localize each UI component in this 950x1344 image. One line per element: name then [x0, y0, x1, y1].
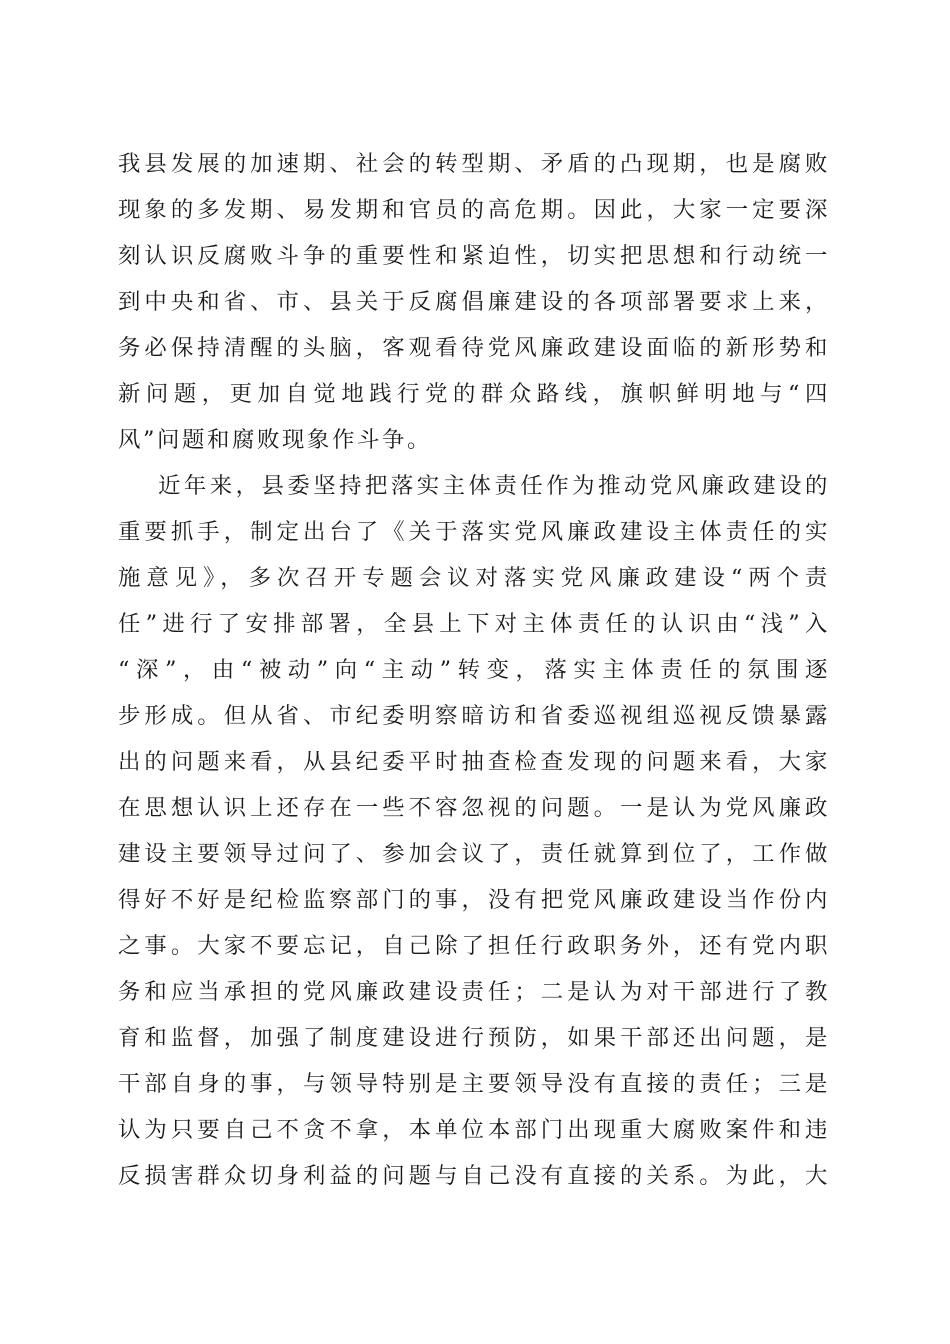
text-line: 我县发展的加速期、社会的转型期、矛盾的凸现期，也是腐败: [118, 151, 830, 177]
text-line: 重要抓手，制定出台了《关于落实党风廉政建设主体责任的实: [118, 519, 830, 545]
text-line: 步形成。但从省、市纪委明察暗访和省委巡视组巡视反馈暴露: [118, 703, 830, 729]
text-line: 新问题，更加自觉地践行党的群众路线，旗帜鲜明地与“四: [118, 381, 830, 407]
text-line: 之事。大家不要忘记，自己除了担任行政职务外，还有党内职: [118, 933, 830, 959]
text-line: 在思想认识上还存在一些不容忽视的问题。一是认为党风廉政: [118, 795, 830, 821]
text-line: 务必保持清醒的头脑，客观看待党风廉政建设面临的新形势和: [118, 335, 830, 361]
body-text: [118, 141, 830, 1199]
paragraph-2: [118, 463, 830, 1199]
text-line: 出的问题来看，从县纪委平时抽查检查发现的问题来看，大家: [118, 749, 830, 775]
text-line: 干部自身的事，与领导特别是主要领导没有直接的责任；三是: [118, 1071, 830, 1097]
text-line: “深”，由“被动”向“主动”转变，落实主体责任的氛围逐: [118, 657, 830, 683]
text-line: 育和监督，加强了制度建设进行预防，如果干部还出问题，是: [118, 1025, 830, 1051]
text-line: 任”进行了安排部署，全县上下对主体责任的认识由“浅”入: [118, 611, 830, 637]
text-line: 反损害群众切身利益的问题与自己没有直接的关系。为此，大: [118, 1163, 830, 1189]
text-line: 得好不好是纪检监察部门的事，没有把党风廉政建设当作份内: [118, 887, 830, 913]
text-line: 建设主要领导过问了、参加会议了，责任就算到位了，工作做: [118, 841, 830, 867]
text-line: 认为只要自己不贪不拿，本单位本部门出现重大腐败案件和违: [118, 1117, 830, 1143]
text-line: 近年来，县委坚持把落实主体责任作为推动党风廉政建设的: [158, 473, 830, 499]
text-line: 务和应当承担的党风廉政建设责任；二是认为对干部进行了教: [118, 979, 830, 1005]
text-line: 到中央和省、市、县关于反腐倡廉建设的各项部署要求上来，: [118, 289, 830, 315]
text-line: 施意见》，多次召开专题会议对落实党风廉政建设“两个责: [118, 565, 830, 591]
text-line: 现象的多发期、易发期和官员的高危期。因此，大家一定要深: [118, 197, 830, 223]
text-line: 风”问题和腐败现象作斗争。: [118, 427, 432, 453]
text-line: 刻认识反腐败斗争的重要性和紧迫性，切实把思想和行动统一: [118, 243, 830, 269]
paragraph-1: [118, 141, 830, 463]
